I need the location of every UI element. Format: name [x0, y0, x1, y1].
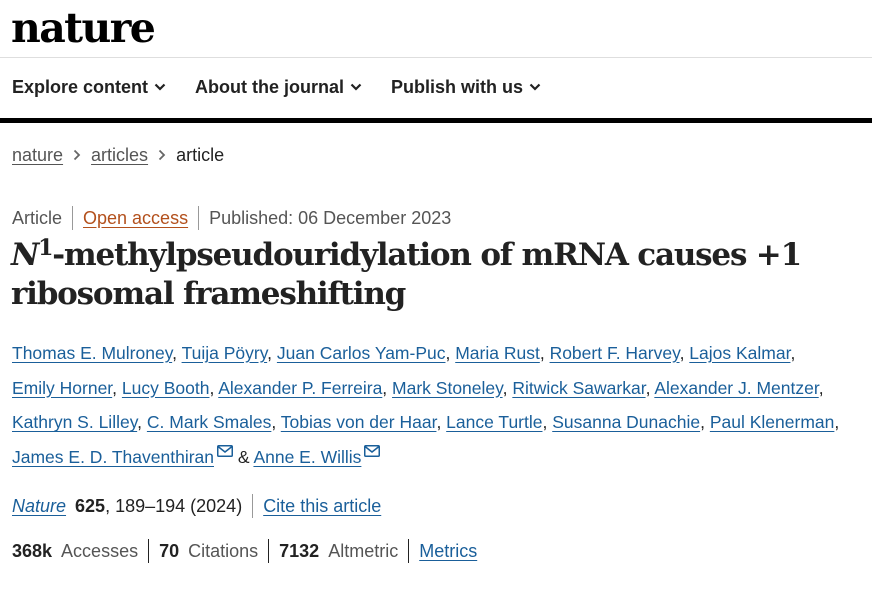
author-link[interactable]: Lucy Booth — [121, 377, 210, 398]
accesses-count: 368k — [12, 541, 53, 561]
journal-link[interactable]: Nature — [12, 496, 67, 516]
article-meta — [12, 206, 451, 230]
author-link[interactable]: Thomas E. Mulroney — [12, 343, 173, 363]
nav-border — [0, 118, 872, 123]
author-link[interactable]: Robert F. Harvey — [549, 343, 680, 363]
author-list: Thomas E. Mulroney, Tuija Pöyry, Juan Carlos Yam-Puc, Maria Rust, Robert F. Harvey, Lajos Kalmar, Emily Horner, Lucy Booth, Alexander P. Ferreira, Mark Stoneley, Ritwick Sawarkar, Alexander J. Mentzer, Kathryn S. Lilley, C. Mark Smales, Tobias von der Haar, Lance Turtle, Susanna Dunachie, Paul Klenerman, James E. D. Thaventhiran & Anne E. Willis — [12, 343, 840, 467]
pages-year: , 189–194 (2024) — [105, 496, 243, 516]
nav-publish-with-us[interactable]: Publish with us — [391, 74, 541, 100]
author-link[interactable]: Anne E. Willis — [253, 446, 362, 467]
citations-label: Citations — [188, 541, 259, 561]
chevron-right-icon — [158, 149, 166, 161]
author-link[interactable]: C. Mark Smales — [146, 412, 272, 433]
nav-explore-content[interactable]: Explore content — [12, 74, 166, 100]
author-link[interactable]: Alexander J. Mentzer — [654, 377, 819, 398]
breadcrumb-articles[interactable]: articles — [91, 145, 149, 165]
published-date: Published: 06 December 2023 — [209, 208, 452, 228]
citation-divider — [252, 494, 253, 518]
author-link[interactable]: Susanna Dunachie — [552, 412, 701, 433]
author-link[interactable]: Maria Rust — [455, 343, 540, 363]
header-divider — [0, 57, 872, 58]
chevron-right-icon — [73, 149, 81, 161]
citations-count: 70 — [159, 541, 180, 561]
breadcrumb-current: article — [176, 145, 225, 165]
altmetric-count: 7132 — [279, 541, 320, 561]
open-access-link[interactable]: Open access — [83, 208, 189, 228]
author-link[interactable]: Emily Horner — [12, 377, 113, 398]
author-link[interactable]: Paul Klenerman — [709, 412, 835, 433]
chevron-down-icon — [529, 83, 541, 91]
author-link[interactable]: Ritwick Sawarkar — [512, 377, 646, 398]
article-title: $N^1$-methylpseudouridylation of mRNA causes +1 ribosomal frameshifting — [11, 235, 801, 312]
breadcrumb-nature[interactable]: nature — [12, 145, 64, 165]
metrics-divider — [148, 539, 149, 563]
meta-divider — [72, 206, 73, 230]
main-nav — [12, 74, 570, 100]
nature-logo[interactable]: nature — [11, 4, 155, 52]
article-type: Article — [12, 208, 63, 228]
volume: 625 — [75, 496, 106, 516]
chevron-down-icon — [350, 83, 362, 91]
author-link[interactable]: James E. D. Thaventhiran — [12, 446, 214, 467]
mail-icon[interactable] — [217, 445, 233, 457]
author-link[interactable]: Juan Carlos Yam-Puc — [276, 343, 446, 363]
author-link[interactable]: Kathryn S. Lilley — [12, 412, 138, 433]
author-link[interactable]: Tuija Pöyry — [181, 343, 268, 363]
altmetric-label: Altmetric — [328, 541, 399, 561]
author-link[interactable]: Tobias von der Haar — [280, 412, 437, 433]
breadcrumb — [12, 144, 224, 166]
author-link[interactable]: Lajos Kalmar — [689, 343, 791, 363]
author-link[interactable]: Mark Stoneley — [392, 377, 503, 398]
metrics-divider — [268, 539, 269, 563]
accesses-label: Accesses — [61, 541, 139, 561]
metrics-link[interactable]: Metrics — [419, 541, 478, 561]
author-link[interactable]: Lance Turtle — [446, 412, 543, 433]
cite-this-article-link[interactable]: Cite this article — [263, 496, 382, 516]
meta-divider — [198, 206, 199, 230]
article-metrics — [12, 539, 477, 563]
nav-about-journal[interactable]: About the journal — [195, 74, 362, 100]
mail-icon[interactable] — [364, 445, 380, 457]
metrics-divider — [408, 539, 409, 563]
author-link[interactable]: Alexander P. Ferreira — [218, 377, 383, 398]
chevron-down-icon — [154, 83, 166, 91]
citation-line — [12, 494, 381, 518]
